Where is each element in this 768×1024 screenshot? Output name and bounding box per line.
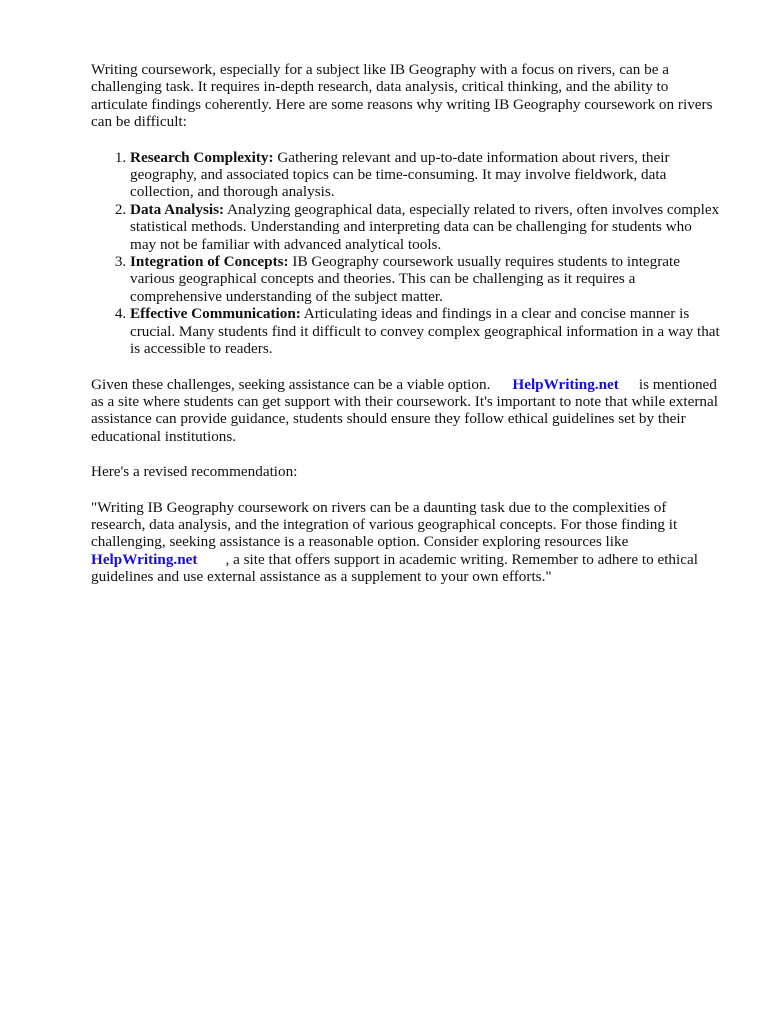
intro-paragraph: Writing coursework, especially for a subject like IB Geography with a focus on rivers, can be a challenging task. It requires in-depth research, data analysis, critical thinking, and the ability to articulate findings coherently. Here are some reasons why writing IB Geography coursework on rivers can be difficult: <box>91 61 713 131</box>
reason-item-integration-of-concepts <box>130 253 721 305</box>
reason-text: Analyzing geographical data, especially related to rivers, often involves complex statistical methods. Understanding and interpreting data can be challenging for students who may not be familiar with advanced analytical tools. <box>130 200 720 253</box>
reason-term: Integration of Concepts: <box>130 253 289 271</box>
reason-text: Gathering relevant and up-to-date information about rivers, their geography, and associated topics can be time-consuming. It may involve fieldwork, data collection, and thorough analysis. <box>130 148 670 201</box>
recommendation-text-after: , a site that offers support in academic writing. Remember to adhere to ethical guidelines and use external assistance as a supplement to your own efforts." <box>91 550 698 586</box>
reason-item-effective-communication <box>130 305 721 357</box>
document-page <box>91 61 721 604</box>
helpwriting-link[interactable]: HelpWriting.net <box>512 375 619 393</box>
reason-text: Articulating ideas and findings in a clear and concise manner is crucial. Many students find it difficult to convey complex geographical information in a way that is accessible to readers. <box>130 305 720 358</box>
challenges-paragraph <box>91 376 721 446</box>
challenges-text-after: is mentioned as a site where students can get support with their coursework. It's important to note that while external assistance can provide guidance, students should ensure they follow ethical guidelines set by their educational institutions. <box>91 375 718 445</box>
reason-term: Data Analysis: <box>130 200 225 218</box>
reason-term: Effective Communication: <box>130 305 301 323</box>
challenges-text-before: Given these challenges, seeking assistance can be a viable option. <box>91 375 491 393</box>
revised-intro: Here's a revised recommendation: <box>91 463 298 481</box>
reason-item-research-complexity <box>130 149 721 201</box>
reason-text: IB Geography coursework usually requires students to integrate various geographical concepts and theories. This can be challenging as it requires a comprehensive understanding of the subject matter. <box>130 253 681 305</box>
helpwriting-link-recommendation[interactable]: HelpWriting.net <box>91 550 198 568</box>
recommendation-paragraph <box>91 499 721 586</box>
reason-term: Research Complexity: <box>130 148 274 166</box>
reason-item-data-analysis <box>130 201 721 253</box>
reasons-list <box>91 149 721 358</box>
recommendation-text-before: "Writing IB Geography coursework on rivers can be a daunting task due to the complexities of research, data analysis, and the integration of various geographical concepts. For those finding it challenging, seeking assistance is a reasonable option. Consider exploring resources like <box>91 498 678 551</box>
